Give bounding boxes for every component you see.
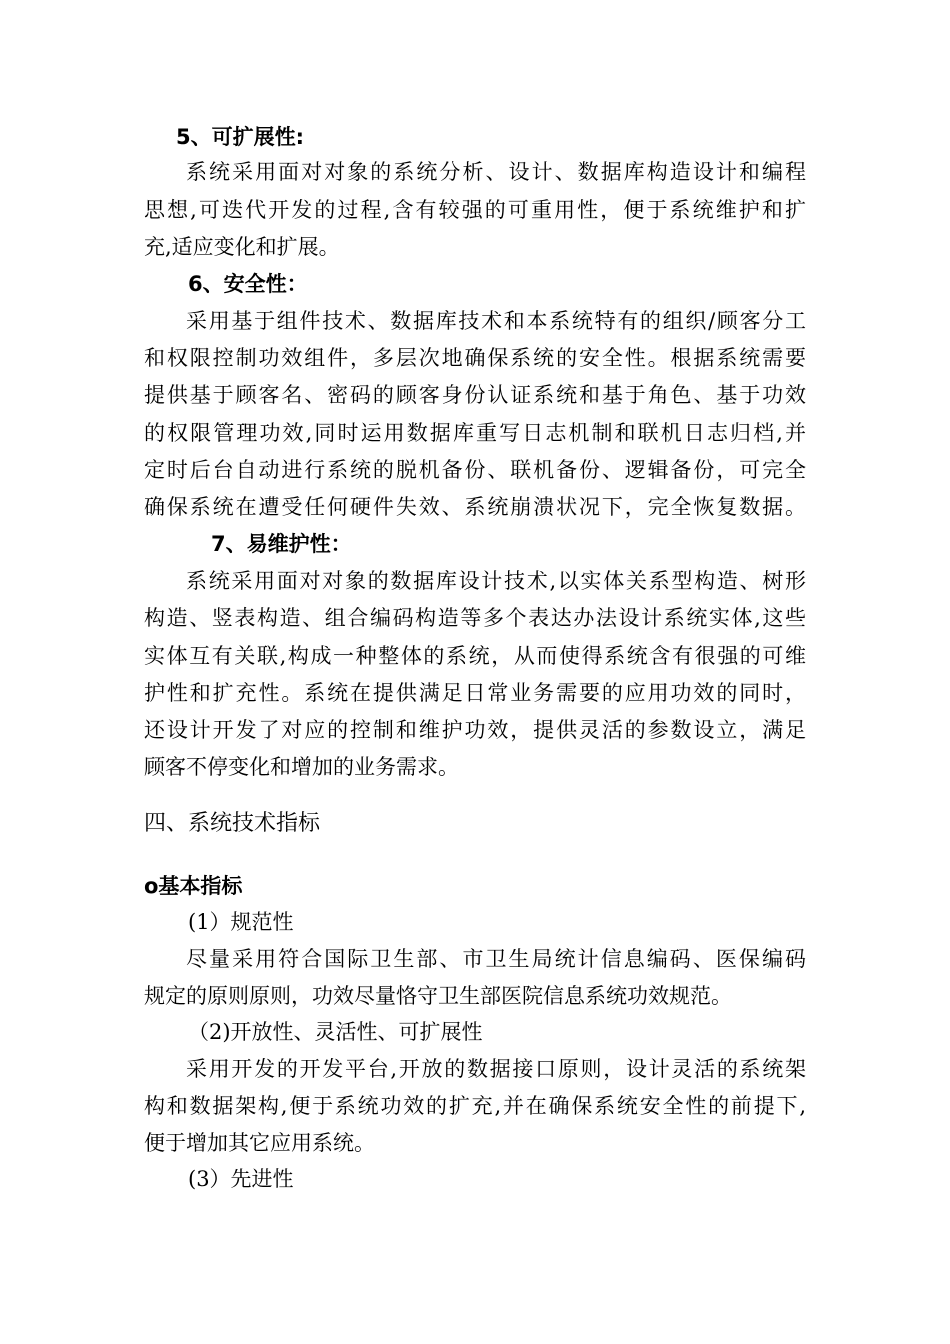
paragraph-line: 思想,可迭代开发的过程,含有较强的可重用性，便于系统维护和扩 [144, 198, 806, 222]
item-heading: (3）先进性 [188, 1167, 294, 1191]
paragraph-line: 构和数据架构,便于系统功效的扩充,并在确保系统安全性的前提下, [144, 1094, 806, 1118]
paragraph-line: 定时后台自动进行系统的脱机备份、联机备份、逻辑备份，可完全 [144, 458, 806, 482]
paragraph-line: 尽量采用符合国际卫生部、市卫生局统计信息编码、医保编码 [186, 947, 806, 971]
paragraph-line: 采用开发的开发平台,开放的数据接口原则，设计灵活的系统架 [186, 1057, 806, 1081]
heading-scalability: 5、可扩展性: [176, 125, 305, 149]
item-heading: （2)开放性、灵活性、可扩展性 [188, 1020, 483, 1044]
heading-maintainability: 7、易维护性： [211, 532, 352, 556]
paragraph-line: 系统采用面对对象的系统分析、设计、数据库构造设计和编程 [186, 160, 806, 184]
paragraph-line: 提供基于顾客名、密码的顾客身份认证系统和基于角色、基于功效 [144, 383, 806, 407]
paragraph-line: 系统采用面对对象的数据库设计技术,以实体关系型构造、树形 [186, 569, 806, 593]
paragraph-line: 还设计开发了对应的控制和维护功效，提供灵活的参数设立，满足 [144, 718, 806, 742]
paragraph-line: 便于增加其它应用系统。 [144, 1131, 375, 1155]
paragraph-line: 构造、竖表构造、组合编码构造等多个表达办法设计系统实体,这些 [144, 606, 806, 630]
paragraph-line: 护性和扩充性。系统在提供满足日常业务需要的应用功效的同时， [144, 681, 806, 705]
item-heading: (1）规范性 [188, 910, 294, 934]
paragraph-line: 的权限管理功效,同时运用数据库重写日志机制和联机日志归档,并 [144, 421, 806, 445]
paragraph-line: 确保系统在遭受任何硬件失效、系统崩溃状况下，完全恢复数据。 [144, 495, 806, 519]
heading-security: 6、安全性： [188, 272, 308, 296]
paragraph-line: 和权限控制功效组件，多层次地确保系统的安全性。根据系统需要 [144, 346, 806, 370]
paragraph-line: 充,适应变化和扩展。 [144, 235, 340, 259]
paragraph-line: 实体互有关联,构成一种整体的系统，从而使得系统含有很强的可维 [144, 644, 806, 668]
paragraph-line: 采用基于组件技术、数据库技术和本系统特有的组织/顾客分工 [186, 309, 806, 333]
chapter-heading: 四、系统技术指标 [144, 811, 321, 836]
paragraph-line: 顾客不停变化和增加的业务需求。 [144, 755, 459, 779]
paragraph-line: 规定的原则原则，功效尽量恪守卫生部医院信息系统功效规范。 [144, 984, 732, 1008]
subheading-basic-indicators: ο基本指标 [144, 874, 243, 898]
